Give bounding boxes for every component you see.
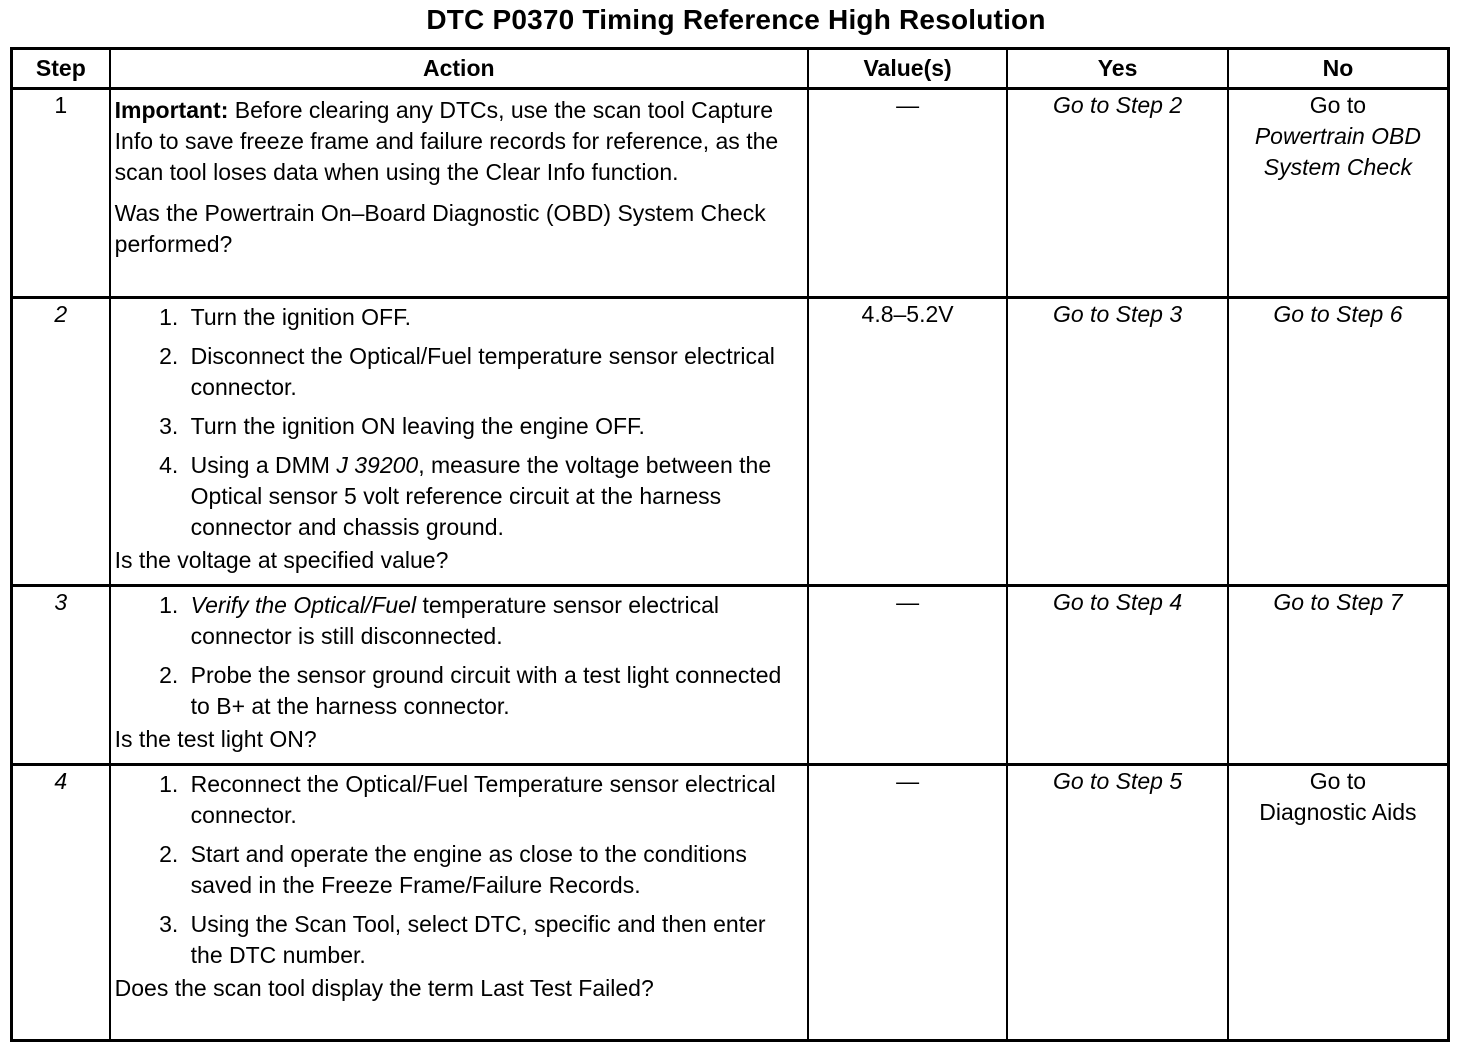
step-question: Was the Powertrain On–Board Diagnostic (OBD) System Check performed? (114, 200, 766, 257)
header-row (12, 49, 1449, 89)
yes-link[interactable]: Go to Step 4 (1007, 586, 1228, 765)
step-row-4 (12, 765, 1449, 1041)
yes-link[interactable]: Go to Step 2 (1007, 89, 1228, 298)
value-cell: 4.8–5.2V (808, 298, 1007, 586)
substep-list (115, 590, 803, 722)
step-row-2 (12, 298, 1449, 586)
value-cell: — (808, 89, 1007, 298)
step-question: Does the scan tool display the term Last Test Failed? (114, 975, 654, 1001)
yes-link[interactable]: Go to Step 5 (1007, 765, 1228, 1041)
important-note (115, 95, 803, 188)
step-row-3 (12, 586, 1449, 765)
no-target: Diagnostic Aids (1259, 799, 1417, 825)
substep: 3. Turn the ignition ON leaving the engine OFF. (185, 411, 803, 442)
no-link[interactable]: Go to Step 6 (1228, 298, 1449, 586)
substep (185, 450, 803, 543)
action-cell (110, 765, 808, 1041)
no-go-to: Go to (1309, 92, 1367, 118)
header-no: No (1228, 49, 1449, 89)
no-target-line1: Powertrain OBD (1254, 123, 1422, 149)
substep-text: Verify the Optical/Fuel (190, 592, 417, 618)
substep-text: , measure the voltage between the Optical sensor 5 volt reference circuit at the harness connector and chassis ground. (190, 452, 772, 540)
action-cell (110, 89, 808, 298)
substep: 3. Using the Scan Tool, select DTC, specific and then enter the DTC number. (185, 909, 803, 971)
yes-link[interactable]: Go to Step 3 (1007, 298, 1228, 586)
diagnostic-table (10, 47, 1450, 1042)
no-link[interactable] (1228, 765, 1449, 1041)
substep: 2. Probe the sensor ground circuit with a test light connected to B+ at the harness connector. (185, 660, 803, 722)
step-number: 2 (12, 298, 110, 586)
action-cell (110, 586, 808, 765)
no-target-line2: System Check (1263, 154, 1413, 180)
header-yes: Yes (1007, 49, 1228, 89)
no-go-to: Go to (1309, 768, 1367, 794)
header-action: Action (110, 49, 808, 89)
substep (185, 590, 803, 652)
no-link[interactable]: Go to Step 7 (1228, 586, 1449, 765)
step-number: 1 (12, 89, 110, 298)
substep-list (115, 769, 803, 971)
no-link[interactable] (1228, 89, 1449, 298)
step-row-1 (12, 89, 1449, 298)
step-question: Is the test light ON? (114, 726, 317, 752)
step-number: 4 (12, 765, 110, 1041)
substep: 1. Turn the ignition OFF. (185, 302, 803, 333)
substep-list (115, 302, 803, 543)
header-step: Step (12, 49, 110, 89)
tool-number: J 39200 (336, 452, 419, 478)
important-label: Important: (114, 97, 229, 123)
value-cell: — (808, 586, 1007, 765)
action-cell (110, 298, 808, 586)
substep: 2. Start and operate the engine as close to the conditions saved in the Freeze Frame/Failure Records. (185, 839, 803, 901)
substep: 2. Disconnect the Optical/Fuel temperature sensor electrical connector. (185, 341, 803, 403)
header-values: Value(s) (808, 49, 1007, 89)
page-title: DTC P0370 Timing Reference High Resolution (426, 4, 1046, 35)
value-cell: — (808, 765, 1007, 1041)
step-number: 3 (12, 586, 110, 765)
step-question: Is the voltage at specified value? (114, 547, 449, 573)
important-text: Before clearing any DTCs, use the scan tool Capture Info to save freeze frame and failure records for reference, as the scan tool loses data when using the Clear Info function. (114, 97, 779, 185)
substep: 1. Reconnect the Optical/Fuel Temperature sensor electrical connector. (185, 769, 803, 831)
substep-text: Using a DMM (190, 452, 337, 478)
substep-text: temperature sensor electrical connector is still disconnected. (190, 592, 720, 649)
